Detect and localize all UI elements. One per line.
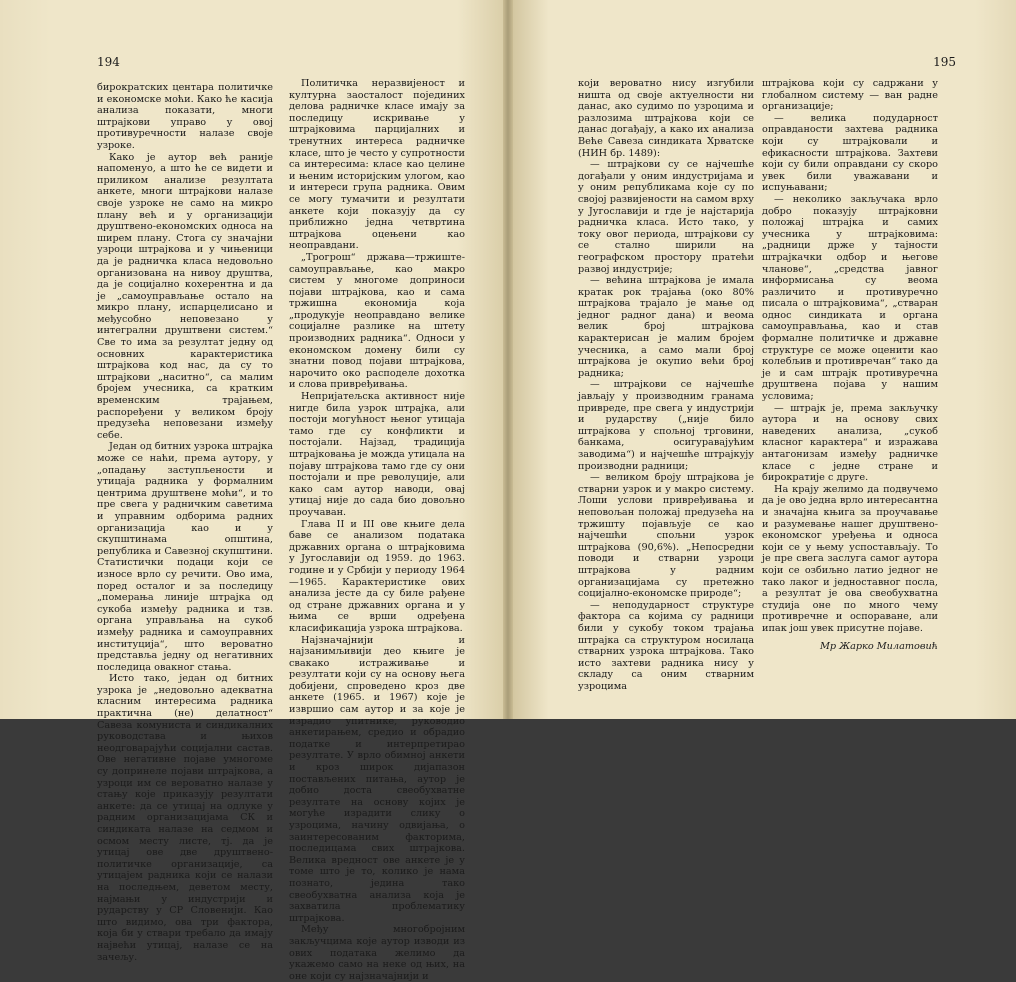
- page-number-left: 194: [97, 55, 120, 69]
- list-item: — штрајкови се најчешће јављају у производним гранама привреде, пре свега у индустрији и рударству („није било штрајкова у спољној трговини, банкама, осигуравајућим заводима“) и најчешће штрајкују производни радници;: [578, 379, 754, 472]
- list-item: — великом броју штрајкова је стварни узрок и у макро систему. Лоши услови привређивања и неповољан положај предузећа на тржишту појављује се као најчешћи спољни узрок штрајкова (90,6%). „Непосредни поводи и стварни узроци штрајкова у радним организацијама су претежно социјално-економске природе“;: [578, 472, 754, 600]
- paragraph: Исто тако, један од битних узрока је „недовољно адекватна класним интересима радника практична (не) делатност“ Савеза комуниста и синдикалних руководстава и њихов неодговарајући социјални састав. Ове негативне појаве умногоме су допринеле појави штрајкова, а узроци им се вероватно налазе у стању које приказују резултати анкете: да се утицај на одлуке у радним организацијама СК и синдиката налазе на седмом и осмом месту листе, тј. да је утицај ове две друштвено-политичке организације, са утицајем радника који се налази на последњем, деветом месту, најмањи у индустрији и рударству у СР Словенији. Као што видимо, ова три фактора, која би у ствари требало да имају највећи утицај, налазе се на зачељу.: [97, 673, 273, 963]
- paragraph: „Трогрош“ држава—тржиште-самоуправљање, као макро систем у многоме доприноси појави штрајкова, као и сама тржишна економија која „продукује неоправдано велике социјалне разлике на штету производних радника“. Односи у економском домену били су знатни повод појави штрајкова, нарочито око расподеле дохотка и слова привређивања.: [289, 251, 465, 391]
- right-column-1: [578, 78, 754, 692]
- book-spine: [503, 0, 513, 719]
- list-item: — штрајк је, према закључку аутора и на основу свих наведених анализа, „сукоб класног карактера“ и изражава антагонизам између радничке класе с једне стране и бирократије с друге.: [762, 402, 938, 484]
- left-column-2: [289, 78, 465, 982]
- right-page: [508, 0, 1016, 719]
- list-item: — неподударност структуре фактора са којима су радници били у сукобу током трајања штрајка са структуром носилаца стварних узрока штрајкова. Тако исто захтеви радника нису у складу са оним стварним узроцима: [578, 599, 754, 692]
- list-item: — велика подударност оправданости захтева радника који су штрајковали и ефикасности штрајкова. Захтеви који су били оправдани су скоро увек били уважавани и испуњавани;: [762, 112, 938, 194]
- paragraph: Политичка неразвијеност и културна заосталост појединих делова радничке класе имају за последицу искривање у штрајковима парцијалних и тренутних интереса радничке класе, што је често у супротности са интересима: класе као целине и њеним историјским улогом, као и интереси група радника. Овим се могу тумачити и резултати анкете који показују да су приближно једна четвртина штрајкова оцењени као неоправдани.: [289, 78, 465, 252]
- paragraph: Међу многобројним закључцима које аутор изводи из ових података желимо да укажемо само на неке од њих, на оне који су најзначајнији и: [289, 924, 465, 982]
- list-item: — штрајкови су се најчешће догађали у оним индустријама и у оним републикама које су по својој развијености на самом врху у Југославији и где је најстарија радничка класа. Исто тако, у току овог периода, штрајкови су се стално ширили на географском простору пратећи развој индустрије;: [578, 159, 754, 275]
- list-item: — већина штрајкова је имала кратак рок трајања (око 80% штрајкова трајало је мање од једног радног дана) и веома велик број штрајкова карактерисан је малим бројем учесника, а само мали број штрајкова је окупио већи број радника;: [578, 275, 754, 379]
- paragraph: Један од битних узрока штрајка може се наћи, према аутору, у „опадању заступљености и утицаја радника у формалним центрима друштвене моћи“, и то пре свега у радничким саветима и управним одборима радних организација као и у скупштинама општина, република и Савезној скупштини. Статистички подаци који се износе врло су речити. Ово има, поред осталог и за последицу „померања линије штрајка од сукоба између радника и тзв. органа управљања на сукоб између радника и самоуправних институција“, што вероватно представља једну од негативних последица овакног стања.: [97, 441, 273, 673]
- paragraph: На крају желимо да подвучемо да је ово једна врло интересантна и значајна књига за проучавање и разумевање нашег друштвено-економског уређења и односа који се у њему успостављају. То је пре свега заслуга самог аутора који се озбиљно латио једног не тако лаког и једноставног посла, а резултат је ова свеобухватна студија оне по много чему противречне и оспораване, али ипак још увек присутне појаве.: [762, 483, 938, 634]
- paragraph: штрајкова који су садржани у глобалном систему — ван радне организације;: [762, 78, 938, 113]
- paragraph: бирократских центара политичке и економске моћи. Како ће касија анализа показати, многи штрајкови упрaво у овој противуречности налазе своје узроке.: [97, 82, 273, 151]
- author-signature: Мр Жарко Милатовић: [820, 640, 938, 652]
- left-column-1: [97, 82, 273, 963]
- paragraph: Како је аутор већ раније напоменуо, а што ће се видети и приликом анализе резултата анкете, многи штрајкови налазе своје узроке не само на микро плану већ и у организацији друштвено-економских односа на ширем плану. Стога су значајни узроци штрајкова и у чињеници да је радничка класа недовољно организована на нивоу друштва, да је социјално кохерентна и да је „самоуправљање остало на микро плану, испарцелисано и међусобно неповезано у интегрални друштвени систем.“ Све то има за резултат једну од основних карактеристика штрајкова код нас, да су то штрајкови „наситно“, са малим бројем учесника, са кратким временским трајањем, распоређени у великом броју предузећа неповезани између себе.: [97, 151, 273, 441]
- paragraph: Непријатељска активност није нигде била узрок штрајка, али постоји могућност њеног утицаја тамо где су конфликти и постојали. Најзад, традиција штрајковања је можда утицала на појаву штрајкова тамо где су они постојали и пре револуције, али како сам аутор наводи, овај утицај није до сада био довољно проучаван.: [289, 391, 465, 518]
- paragraph: Најзначајнији и најзанимљивији део књиге је свакако истраживање и резултати који су на основу њега добијени, спроведено кроз две анкете (1965. и 1967) које је извршио сам аутор и за које је израдио упитнике, руководио анкетирањем, средио и обрадио податке и интерпретирао резултате. У врло обимној анкети и кроз широк дијапазон постављених питања, аутор је добио доста свеобухватне резултате на основу којих је могуће израдити слику о узроцима, начину одвијања, о заинтересованим факторима, последицама свих штрајкова. Велика вредност ове анкете је у томе што је то, колико је нама познато, једина тако свеобухватна анализа која је захватила проблематику штрајкова.: [289, 634, 465, 924]
- paragraph: који вероватно нису изгубили ништа од своје актуелности ни данас, ако судимо по узроцима и разлозима штрајкова који се данас догађају, а како их анализа Веће Савеза синдиката Хрватске (НИН бр. 1489):: [578, 78, 754, 159]
- list-item: — неколико закључака врло добро показују штрајковни положај штрајка и самих учесника у штрајковима: „радници држе у тајности штрајкачки одбор и његове чланове“, „средства јавног информисања су веома различито и противуречно писала о штрајковима“, „стваран однос синдиката и органа самоуправљања, као и став формалне политичке и државне структуре се може оценити као колебљив и противречан“ тако да је и сам штрајк противуречна друштвена појава у нашим условима;: [762, 193, 938, 403]
- right-column-2: [762, 78, 938, 652]
- paragraph: Глава II и III ове књиге дела баве се анализом података државних органа о штрајковима у Југославији од 1959. до 1963. године и у Србији у периоду 1964—1965. Карактеристике ових анализа јесте да су биле рађене од стране државних органа и у њима се врши одређена класификација узрока штрајкова.: [289, 518, 465, 634]
- page-number-right: 195: [933, 55, 956, 69]
